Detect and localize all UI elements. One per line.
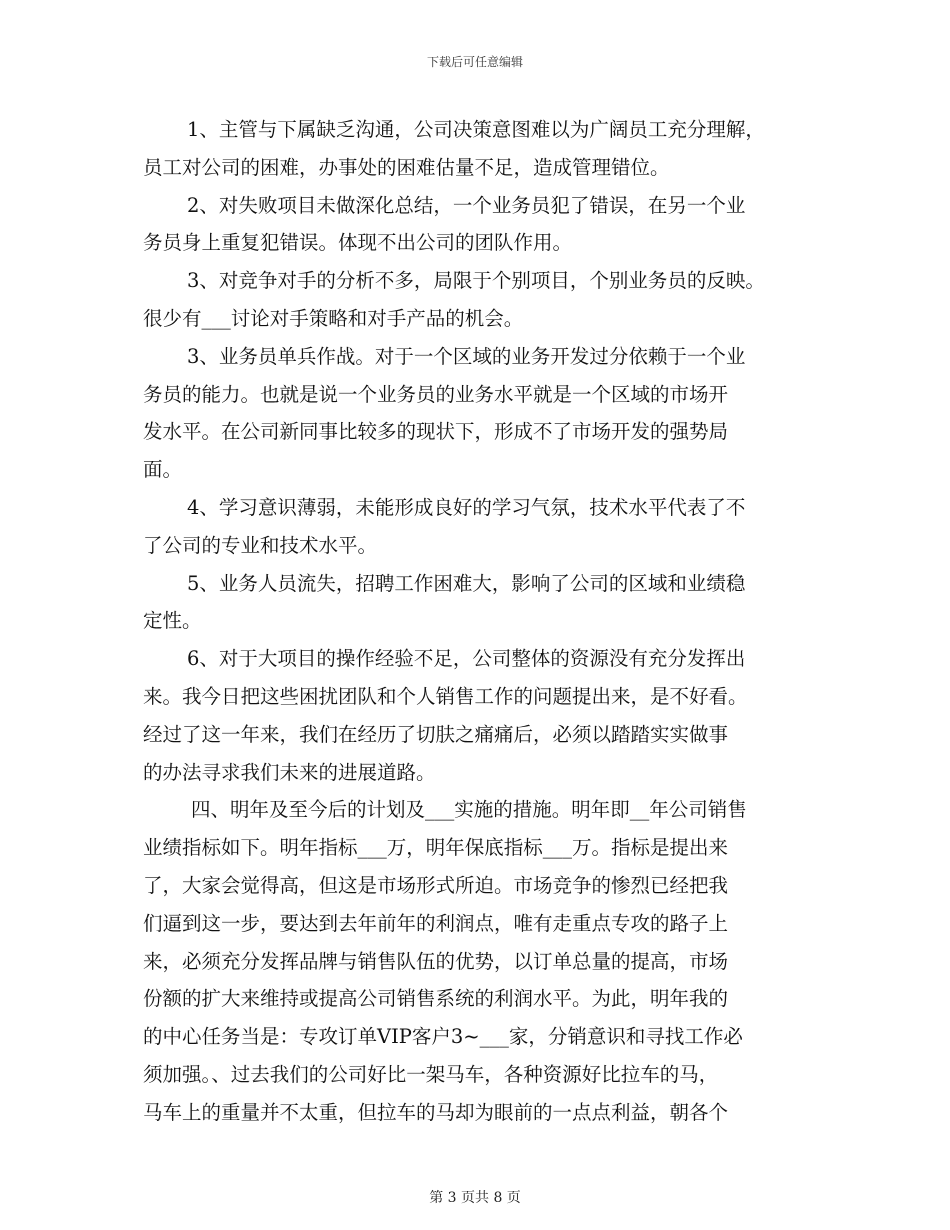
text-line: 1、主管与下属缺乏沟通，公司决策意图难以为广阔员工充分理解，: [187, 118, 765, 141]
text-line: 了，大家会觉得高，但这是市场形式所迫。市场竞争的惨烈已经把我: [143, 873, 729, 897]
text-line: 3、对竞争对手的分析不多，局限于个别项目，个别业务员的反映。: [187, 269, 765, 293]
text-line: 面。: [143, 458, 183, 482]
text-line: 员工对公司的困难，办事处的困难估量不足，造成管理错位。: [143, 155, 670, 179]
text-line: 业绩指标如下。明年指标___万，明年保底指标___万。指标是提出来: [143, 836, 729, 860]
text-line: 四、明年及至今后的计划及___实施的措施。明年即__年公司销售: [191, 798, 747, 822]
page-header: 下载后可任意编辑: [426, 55, 523, 69]
text-line: 务员身上重复犯错误。体现不出公司的团队作用。: [143, 231, 573, 255]
page-footer: 第 3 页共 8 页: [429, 1190, 521, 1206]
text-line: 的中心任务当是：专攻订单VIP客户3~___家，分销意识和寻找工作必: [143, 1025, 743, 1049]
text-line: 马车上的重量并不太重，但拉车的马却为眼前的一点点利益，朝各个: [143, 1100, 729, 1124]
text-line: 4、学习意识薄弱，未能形成良好的学习气氛，技术水平代表了不: [187, 495, 746, 519]
text-line: 很少有___讨论对手策略和对手产品的机会。: [143, 306, 524, 330]
text-line: 份额的扩大来维持或提高公司销售系统的利润水平。为此，明年我的: [143, 987, 729, 1011]
text-line: 发水平。在公司新同事比较多的现状下，形成不了市场开发的强势局: [143, 420, 729, 444]
text-line: 3、业务员单兵作战。对于一个区域的业务开发过分依赖于一个业: [187, 344, 746, 368]
text-line: 5、业务人员流失，招聘工作困难大，影响了公司的区域和业绩稳: [187, 571, 746, 595]
text-line: 了公司的专业和技术水平。: [143, 533, 378, 557]
text-line: 的办法寻求我们未来的进展道路。: [143, 760, 436, 784]
text-line: 须加强。、过去我们的公司好比一架马车，各种资源好比拉车的马，: [143, 1062, 719, 1086]
text-line: 务员的能力。也就是说一个业务员的业务水平就是一个区域的市场开: [143, 382, 729, 406]
text-line: 来。我今日把这些困扰团队和个人销售工作的问题提出来，是不好看。: [143, 684, 748, 708]
text-line: 们逼到这一步，要达到去年前年的利润点，唯有走重点专攻的路子上: [143, 911, 729, 935]
text-line: 6、对于大项目的操作经验不足，公司整体的资源没有充分发挥出: [187, 647, 746, 671]
text-line: 2、对失败项目未做深化总结，一个业务员犯了错误，在另一个业: [187, 193, 746, 217]
document-body: [143, 111, 833, 1132]
text-line: 定性。: [143, 609, 202, 633]
text-line: 来，必须充分发挥品牌与销售队伍的优势，以订单总量的提高，市场: [143, 949, 729, 973]
text-line: 经过了这一年来，我们在经历了切肤之痛痛后，必须以踏踏实实做事: [143, 722, 729, 746]
